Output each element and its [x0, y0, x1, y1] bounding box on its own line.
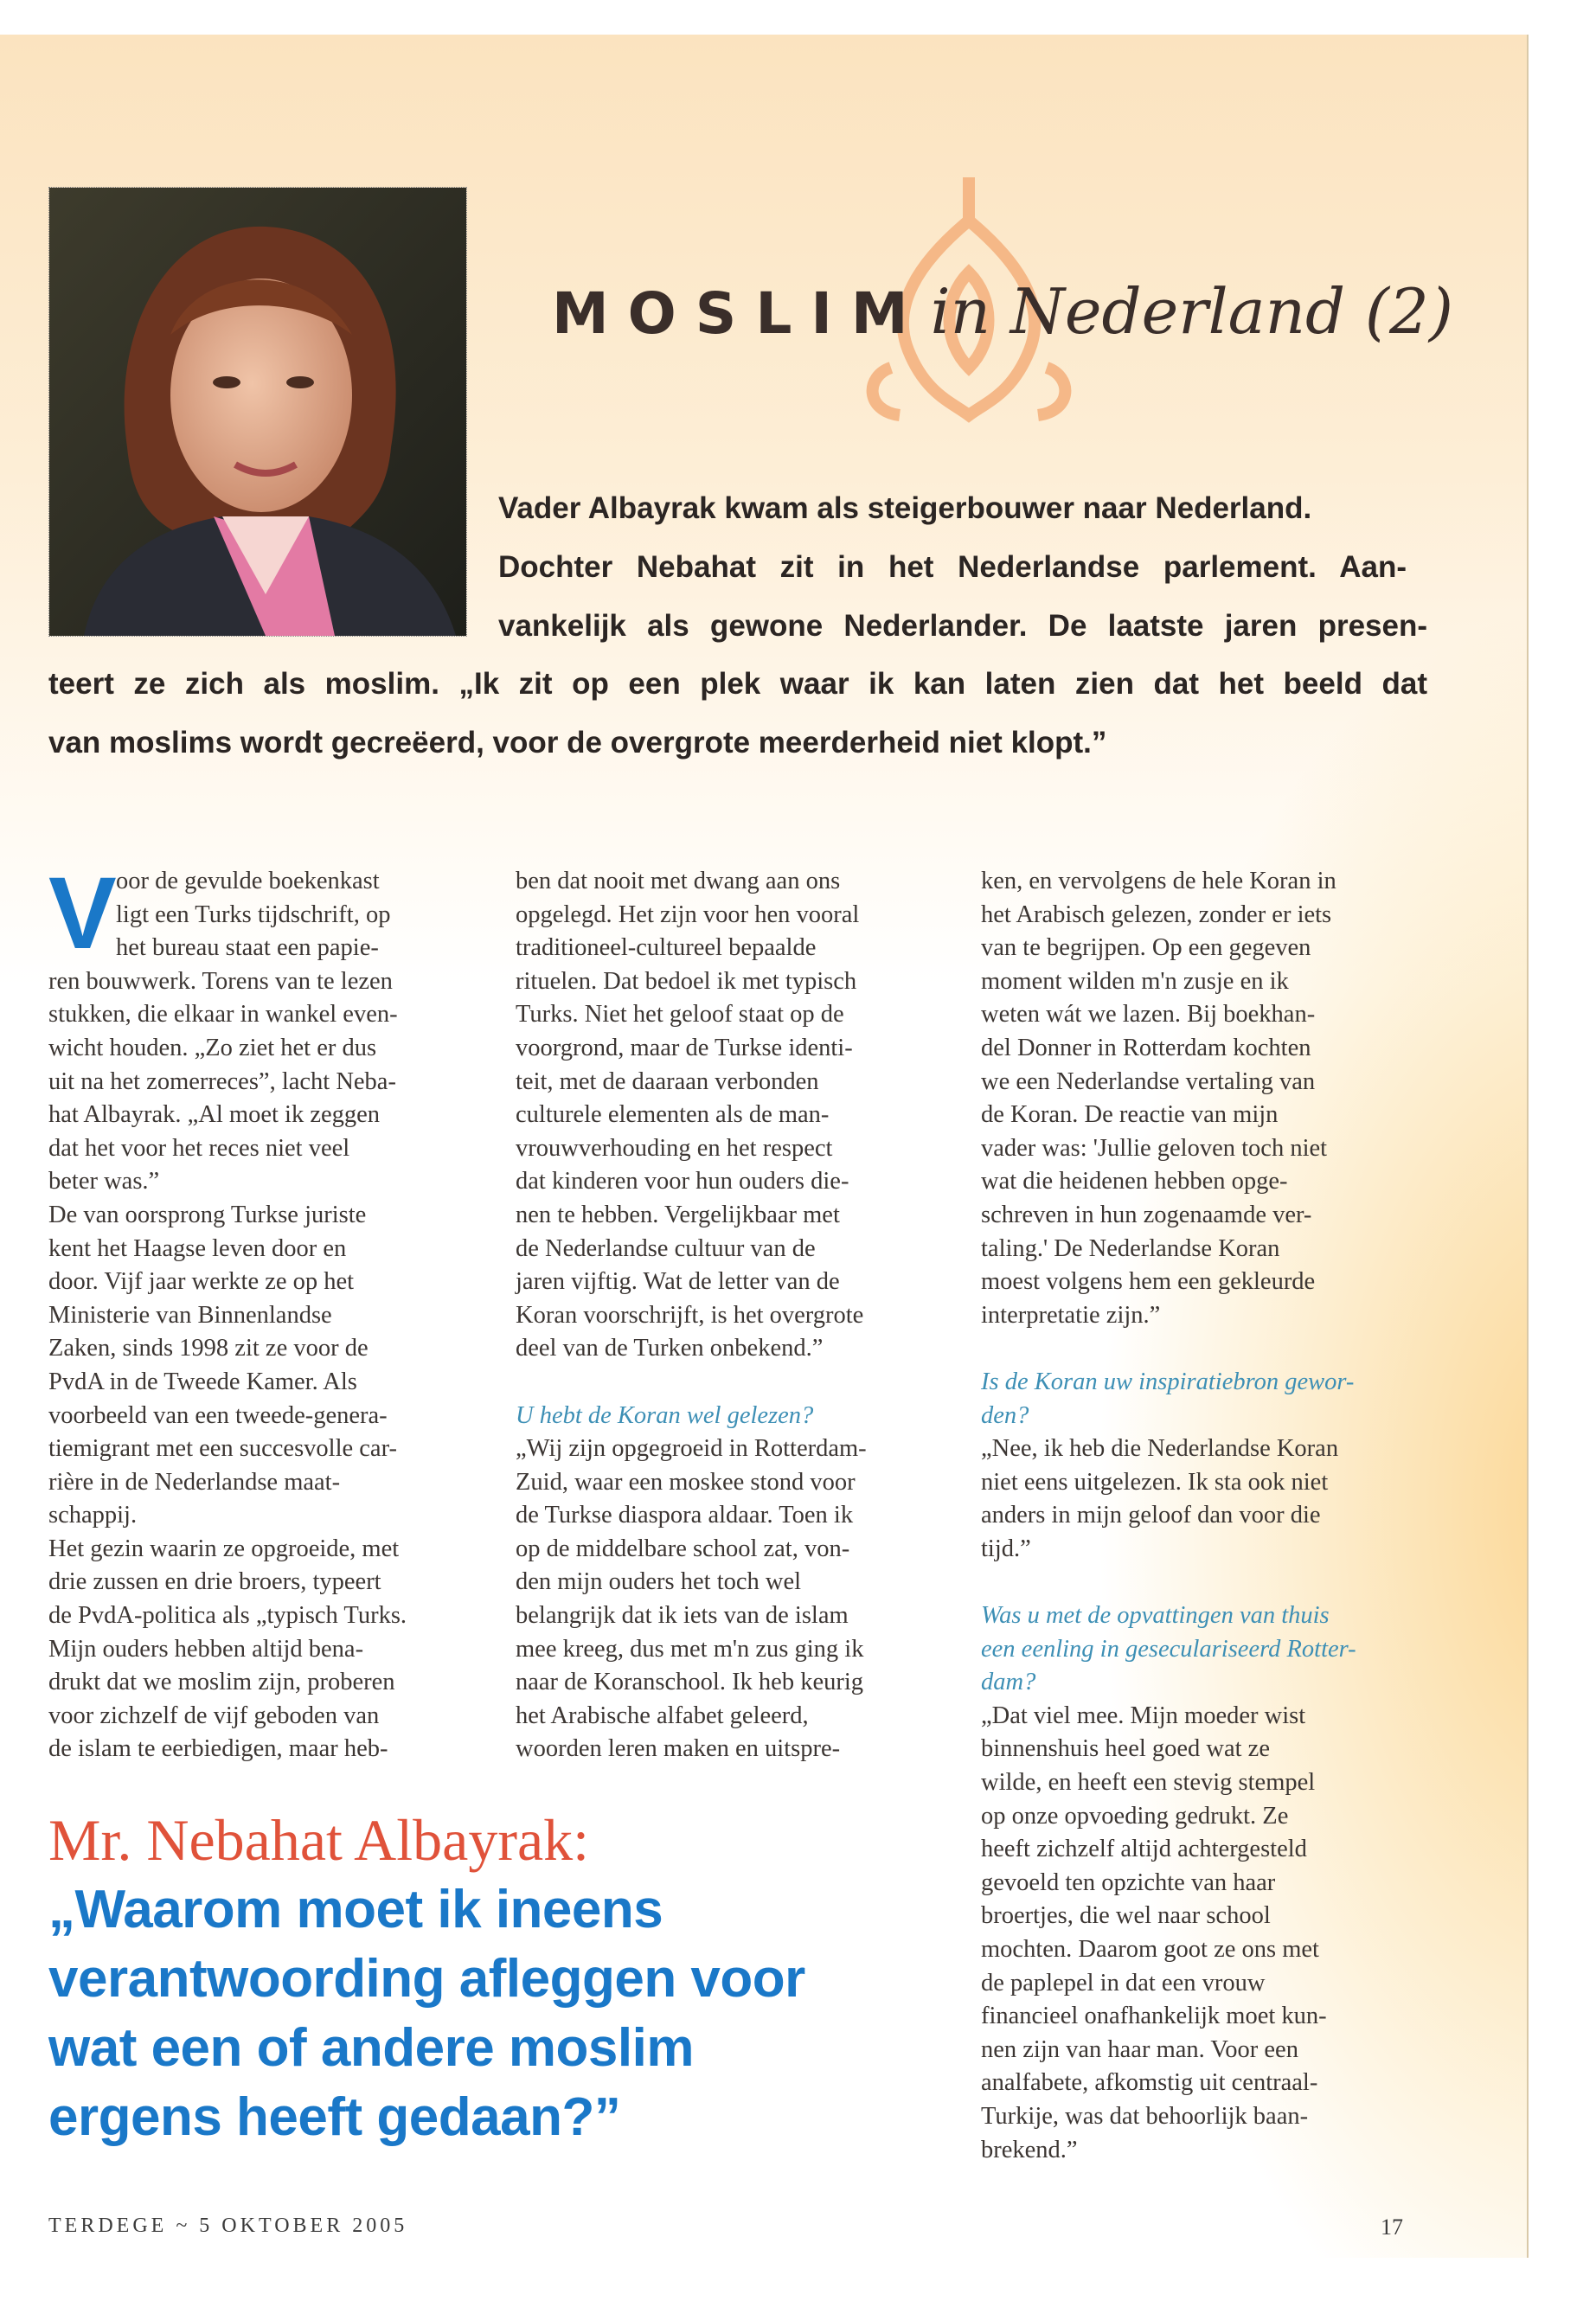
- drop-cap: V: [48, 856, 117, 971]
- body-text-line: Mijn ouders hebben altijd bena-: [48, 1635, 364, 1663]
- pullquote-line: „Waarom moet ik ineens: [48, 1880, 663, 1939]
- body-text-line: Het gezin waarin ze opgroeide, met: [48, 1535, 400, 1562]
- text-column-1: [48, 856, 472, 1766]
- body-text-line: binnenshuis heel goed wat ze: [981, 1735, 1270, 1763]
- body-text-line: van te begrijpen. Op een gegeven: [981, 934, 1311, 962]
- text-column-3: [981, 865, 1405, 2167]
- body-text-line: jaren vijftig. Wat de letter van de: [516, 1268, 840, 1296]
- magazine-page: [0, 35, 1527, 2258]
- body-text-line: door. Vijf jaar werkte ze op het: [48, 1268, 355, 1296]
- body-text-line: financieel onafhankelijk moet kun-: [981, 2003, 1327, 2030]
- body-text-line: rière in de Nederlandse maat-: [48, 1468, 341, 1496]
- body-text-line: wilde, en heeft een stevig stempel: [981, 1769, 1316, 1797]
- body-text-line: de paplepel in dat een vrouw: [981, 1969, 1266, 1997]
- subheading-line: Was u met de opvattingen van thuis: [981, 1602, 1330, 1630]
- body-text-line: nen zijn van haar man. Voor een: [981, 2035, 1298, 2063]
- body-text-line: de Koran. De reactie van mijn: [981, 1101, 1279, 1129]
- body-text-line: Koran voorschrijft, is het overgrote: [516, 1301, 864, 1329]
- page-number: 17: [1381, 2214, 1403, 2240]
- body-text-line: De van oorsprong Turkse juriste: [48, 1201, 367, 1228]
- body-text-line: tiemigrant met een succesvolle car-: [48, 1435, 397, 1463]
- title-italic: in Nederland (2): [930, 275, 1453, 348]
- pullquote-line: ergens heeft gedaan?”: [48, 2087, 621, 2147]
- body-text-line: moest volgens hem een gekleurde: [981, 1268, 1316, 1296]
- body-text-line: „Wij zijn opgegroeid in Rotterdam-: [516, 1435, 867, 1463]
- text-column-2: [516, 865, 939, 1766]
- body-text-line: teit, met de daaraan verbonden: [516, 1067, 819, 1095]
- body-text-line: oor de gevulde boekenkast: [116, 868, 380, 894]
- body-text-line: beter was.”: [48, 1168, 160, 1195]
- body-text-line: uit na het zomerreces”, lacht Neba-: [48, 1067, 396, 1095]
- body-text-line: drukt dat we moslim zijn, proberen: [48, 1669, 395, 1696]
- body-text-line: voor zichzelf de vijf geboden van: [48, 1702, 380, 1729]
- article-title: [552, 275, 1453, 348]
- body-text-line: interpretatie zijn.”: [981, 1301, 1161, 1329]
- body-text-line: hat Albayrak. „Al moet ik zeggen: [48, 1101, 381, 1129]
- body-text-line: analfabete, afkomstig uit centraal-: [981, 2069, 1318, 2097]
- body-text-line: vader was: 'Jullie geloven toch niet: [981, 1134, 1328, 1162]
- subheading-line: dam?: [981, 1669, 1036, 1696]
- body-text-line: woorden leren maken en uitspre-: [516, 1735, 841, 1763]
- body-text-line: dat kinderen voor hun ouders die-: [516, 1168, 849, 1195]
- body-text-line: broertjes, die wel naar school: [981, 1902, 1271, 1930]
- paragraph-gap: [981, 1332, 1405, 1366]
- body-text-line: moment wilden m'n zusje en ik: [981, 967, 1289, 995]
- body-text-line: Zuid, waar een moskee stond voor: [516, 1468, 856, 1496]
- body-text-line: nen te hebben. Vergelijkbaar met: [516, 1201, 840, 1228]
- body-text-line: Ministerie van Binnenlandse: [48, 1301, 332, 1329]
- body-text-line: de PvdA-politica als „typisch Turks.: [48, 1602, 407, 1630]
- body-text-line: den mijn ouders het toch wel: [516, 1568, 802, 1596]
- body-text-line: ligt een Turks tijdschrift, op: [116, 901, 391, 928]
- body-text-line: deel van de Turken onbekend.”: [516, 1335, 824, 1362]
- body-text-line: rituelen. Dat bedoel ik met typisch: [516, 967, 857, 995]
- body-text-line: niet eens uitgelezen. Ik sta ook niet: [981, 1468, 1329, 1496]
- subheading-line: Is de Koran uw inspiratiebron gewor-: [981, 1368, 1355, 1395]
- body-text-line: ken, en vervolgens de hele Koran in: [981, 868, 1336, 894]
- body-text-line: brekend.”: [981, 2136, 1078, 2163]
- pullquote-line: verantwoording afleggen voor: [48, 1949, 805, 2009]
- title-caps: MOSLIM: [552, 280, 927, 347]
- body-text-line: culturele elementen als de man-: [516, 1101, 830, 1129]
- body-text-line: „Dat viel mee. Mijn moeder wist: [981, 1702, 1306, 1729]
- body-text-line: schappij.: [48, 1502, 138, 1529]
- body-text-line: ren bouwwerk. Torens van te lezen: [48, 967, 393, 995]
- subheading-line: een eenling in geseculariseerd Rotter-: [981, 1635, 1356, 1663]
- pullquote-name: Mr. Nebahat Albayrak:: [48, 1807, 590, 1873]
- body-text-line: PvdA in de Tweede Kamer. Als: [48, 1368, 357, 1395]
- body-text-line: wicht houden. „Zo ziet het er dus: [48, 1034, 377, 1061]
- body-text-line: het bureau staat een papie-: [116, 934, 379, 962]
- body-text-line: ben dat nooit met dwang aan ons: [516, 868, 841, 894]
- portrait-photo: [48, 187, 467, 637]
- body-text-line: stukken, die elkaar in wankel even-: [48, 1001, 398, 1029]
- body-text-line: voorbeeld van een tweede-genera-: [48, 1401, 388, 1429]
- footer-publication: TERDEGE ~ 5 OKTOBER 2005: [48, 2214, 408, 2237]
- body-text-line: de Turkse diaspora aldaar. Toen ik: [516, 1502, 854, 1529]
- body-text-line: de Nederlandse cultuur van de: [516, 1234, 816, 1262]
- body-text-line: mee kreeg, dus met m'n zus ging ik: [516, 1635, 864, 1663]
- pullquote-line: wat een of andere moslim: [48, 2018, 694, 2078]
- body-text-line: voorgrond, maar de Turkse identi-: [516, 1034, 853, 1061]
- body-text-line: naar de Koranschool. Ik heb keurig: [516, 1669, 864, 1696]
- body-text-line: taling.' De Nederlandse Koran: [981, 1234, 1280, 1262]
- body-text-line: gevoeld ten opzichte van haar: [981, 1868, 1276, 1896]
- body-text-line: mochten. Daarom goot ze ons met: [981, 1936, 1319, 1963]
- body-text-line: belangrijk dat ik iets van de islam: [516, 1602, 849, 1630]
- intro-line: Vader Albayrak kwam als steigerbouwer naar Nederland.: [498, 491, 1312, 525]
- body-text-line: Turks. Niet het geloof staat op de: [516, 1001, 844, 1029]
- body-text-line: het Arabische alfabet geleerd,: [516, 1702, 809, 1729]
- subheading-line: den?: [981, 1401, 1029, 1429]
- body-text-line: Zaken, sinds 1998 zit ze voor de: [48, 1335, 369, 1362]
- body-text-line: schreven in hun zogenaamde ver-: [981, 1201, 1312, 1228]
- paragraph-gap: [981, 1566, 1405, 1599]
- paragraph-gap: [516, 1366, 939, 1400]
- body-text-line: kent het Haagse leven door en: [48, 1234, 347, 1262]
- intro-line: Dochter Nebahat zit in het Nederlandse parlement. Aan-: [498, 550, 1407, 584]
- body-text-line: traditioneel-cultureel bepaalde: [516, 934, 817, 962]
- body-text-line: tijd.”: [981, 1535, 1031, 1562]
- body-text-line: „Nee, ik heb die Nederlandse Koran: [981, 1435, 1339, 1463]
- body-text-line: de islam te eerbiedigen, maar heb-: [48, 1735, 388, 1763]
- body-text-line: op de middelbare school zat, von-: [516, 1535, 850, 1562]
- body-text-line: opgelegd. Het zijn voor hen vooral: [516, 901, 860, 928]
- intro-line: van moslims wordt gecreëerd, voor de overgrote meerderheid niet klopt.”: [48, 726, 1107, 760]
- body-text-line: op onze opvoeding gedrukt. Ze: [981, 1802, 1289, 1830]
- body-text-line: vrouwverhouding en het respect: [516, 1134, 833, 1162]
- body-text-line: het Arabisch gelezen, zonder er iets: [981, 901, 1332, 928]
- body-text-line: del Donner in Rotterdam kochten: [981, 1034, 1311, 1061]
- intro-line: vankelijk als gewone Nederlander. De laatste jaren presen-: [498, 609, 1427, 643]
- body-text-line: dat het voor het reces niet veel: [48, 1134, 350, 1162]
- body-text-line: heeft zichzelf altijd achtergesteld: [981, 1836, 1307, 1863]
- body-text-line: anders in mijn geloof dan voor die: [981, 1502, 1321, 1529]
- body-text-line: wat die heidenen hebben opge-: [981, 1168, 1288, 1195]
- body-text-line: we een Nederlandse vertaling van: [981, 1067, 1316, 1095]
- body-text-line: Turkije, was dat behoorlijk baan-: [981, 2102, 1309, 2130]
- body-text-line: weten wát we lazen. Bij boekhan-: [981, 1001, 1316, 1029]
- body-text-line: drie zussen en drie broers, typeert: [48, 1568, 381, 1596]
- intro-line: teert ze zich als moslim. „Ik zit op een plek waar ik kan laten zien dat het beeld dat: [48, 667, 1427, 701]
- subheading-line: U hebt de Koran wel gelezen?: [516, 1401, 814, 1429]
